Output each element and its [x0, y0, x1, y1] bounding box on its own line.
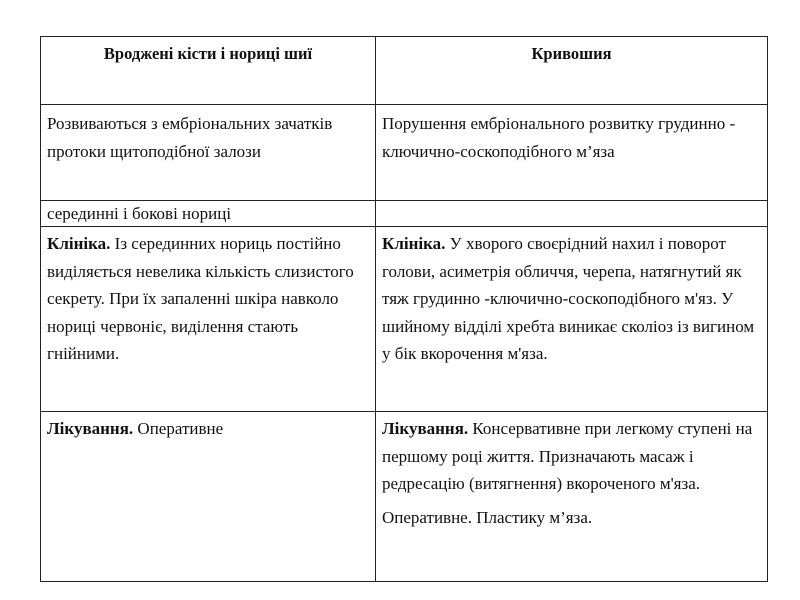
cell-treatment-cysts	[41, 412, 376, 582]
clinic-label: Клініка.	[47, 234, 111, 253]
cell-fistula-empty	[376, 201, 768, 227]
table-row	[41, 227, 768, 412]
comparison-table-wrapper	[40, 36, 767, 582]
comparison-table	[40, 36, 768, 582]
table-header-row	[41, 37, 768, 105]
table-row	[41, 412, 768, 582]
header-congenital-cysts: Вроджені кісти і нориці шиї	[41, 37, 376, 105]
treatment-label: Лікування.	[382, 419, 469, 438]
cell-clinic-cysts	[41, 227, 376, 412]
clinic-text: Із серединних нориць постійно виділяється невелика кількість слизистого секрету. При їх запаленні шкіра навколо нориці червоніє, виділення стають гнійними.	[47, 234, 354, 363]
table-row	[41, 105, 768, 201]
treatment-label: Лікування.	[47, 419, 134, 438]
clinic-text: У хворого своєрідний нахил і поворот голови, асиметрія обличчя, черепа, натягнутий як тяж грудинно -ключично-соскоподібного м'яз. У шийному відділі хребта виникає сколіоз із вигином у бік вкорочення м'яза.	[382, 234, 755, 363]
cell-treatment-torticollis	[376, 412, 768, 582]
table-row	[41, 201, 768, 227]
cell-fistula-types: серединні і бокові нориці	[41, 201, 376, 227]
cell-origin-torticollis: Порушення ембріонального розвитку грудинно - ключично-соскоподібного м’яза	[376, 105, 768, 201]
treatment-text: Оперативне	[133, 419, 224, 438]
treatment-paragraph-2: Оперативне. Пластику м’яза.	[382, 507, 593, 527]
treatment-paragraph	[382, 415, 761, 498]
cell-clinic-torticollis	[376, 227, 768, 412]
header-torticollis: Кривошия	[376, 37, 768, 105]
clinic-label: Клініка.	[382, 234, 446, 253]
treatment-text: Консервативне при легкому ступені на першому році життя. Призначають масаж і редресацію (витягнення) вкороченого м'яза.	[382, 419, 753, 493]
cell-origin-cysts: Розвиваються з ембріональних зачатків протоки щитоподібної залози	[41, 105, 376, 201]
